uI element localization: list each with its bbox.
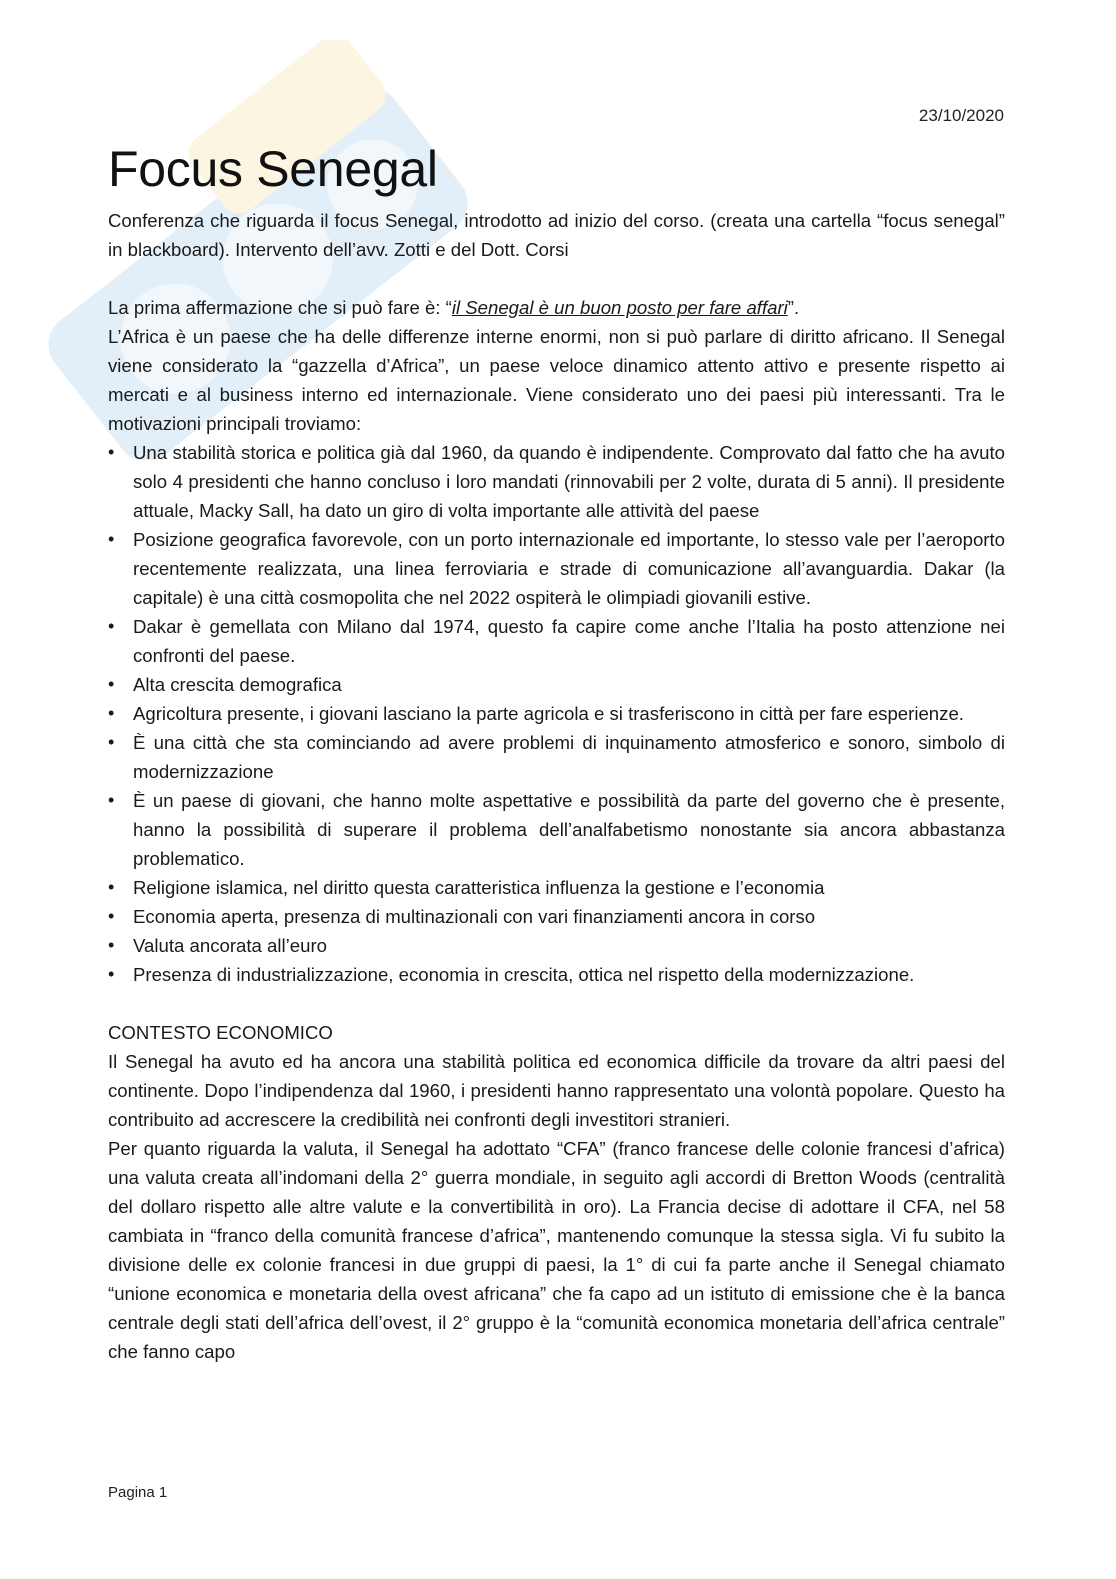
bullet-icon: •: [108, 732, 115, 752]
africa-paragraph: L’Africa è un paese che ha delle differenze interne enormi, non si può parlare di diritto africano. Il Senegal viene considerato la “gazzella d’Africa”, un paese veloce dinamico attento attivo e presente rispetto ai mercati e al business interno ed internazionale. Viene considerato uno dei paesi più interessanti. Tra le motivazioni principali troviamo:: [108, 326, 1005, 434]
section-heading: CONTESTO ECONOMICO: [108, 1022, 333, 1043]
intro-paragraph: Conferenza che riguarda il focus Senegal, introdotto ad inizio del corso. (creata una cartella “focus senegal” in blackboard). Intervento dell’avv. Zotti e del Dott. Corsi: [108, 210, 1005, 260]
bullet-icon: •: [108, 935, 115, 955]
list-item: • Posizione geografica favorevole, con un porto internazionale ed importante, lo stesso vale per l’aeroporto recentemente realizzata, una linea ferroviaria e strade di comunicazione all’avanguardia. Dakar (la capitale) è una città cosmopolita che nel 2022 ospiterà le olimpiadi giovanili estive.: [108, 525, 1005, 612]
page-number: Pagina 1: [108, 1484, 168, 1501]
bullet-icon: •: [108, 790, 115, 810]
bullet-icon: •: [108, 964, 115, 984]
list-item: • Religione islamica, nel diritto questa caratteristica influenza la gestione e l’economia: [108, 873, 1005, 902]
statement-paragraph: [108, 293, 1005, 322]
bullet-icon: •: [108, 442, 115, 462]
list-item: • Economia aperta, presenza di multinazionali con vari finanziamenti ancora in corso: [108, 902, 1005, 931]
economic-paragraph-1: Il Senegal ha avuto ed ha ancora una stabilità politica ed economica difficile da trovare da altri paesi del continente. Dopo l’indipendenza dal 1960, i presidenti hanno rappresentato una volontà popolare. Questo ha contribuito ad accrescere la credibilità nei confronti degli investitori stranieri.: [108, 1051, 1005, 1130]
statement-prefix: La prima affermazione che si può fare è: “: [108, 297, 452, 318]
bullet-icon: •: [108, 529, 115, 549]
bullet-icon: •: [108, 703, 115, 723]
bullet-icon: •: [108, 674, 115, 694]
document-date: 23/10/2020: [918, 106, 1004, 125]
list-item: • È una città che sta cominciando ad avere problemi di inquinamento atmosferico e sonoro, simbolo di modernizzazione: [108, 728, 1005, 786]
list-item: • Una stabilità storica e politica già dal 1960, da quando è indipendente. Comprovato dal fatto che ha avuto solo 4 presidenti che hanno concluso i loro mandati (rinnovabili per 2 volte, durata di 5 anni). Il presidente attuale, Macky Sall, ha dato un giro di volta importante alle attività del paese: [108, 438, 1005, 525]
list-item: • È un paese di giovani, che hanno molte aspettative e possibilità da parte del governo che è presente, hanno la possibilità di superare il problema dell’analfabetismo nonostante sia ancora abbastanza problematico.: [108, 786, 1005, 873]
bullet-icon: •: [108, 906, 115, 926]
document-body: [108, 138, 1005, 1366]
list-item: • Dakar è gemellata con Milano dal 1974, questo fa capire come anche l’Italia ha posto attenzione nei confronti del paese.: [108, 612, 1005, 670]
bullet-icon: •: [108, 877, 115, 897]
bullet-icon: •: [108, 616, 115, 636]
statement-quote: il Senegal è un buon posto per fare affari: [451, 297, 788, 318]
statement-suffix: ”.: [787, 297, 800, 318]
list-item: • Presenza di industrializzazione, economia in crescita, ottica nel rispetto della modernizzazione.: [108, 960, 1005, 989]
document-title: Focus Senegal: [108, 141, 438, 197]
list-item: • Agricoltura presente, i giovani lasciano la parte agricola e si trasferiscono in città per fare esperienze.: [108, 699, 1005, 728]
list-item: • Alta crescita demografica: [108, 670, 1005, 699]
motivations-list: [108, 438, 1005, 989]
list-item: • Valuta ancorata all’euro: [108, 931, 1005, 960]
economic-paragraph-2: Per quanto riguarda la valuta, il Senegal ha adottato “CFA” (franco francese delle colonie francesi d’africa) una valuta creata all’indomani della 2° guerra mondiale, in seguito agli accordi di Bretton Woods (centralità del dollaro rispetto alle altre valute e la convertibilità in oro). La Francia decise di adottare il CFA, nel 58 cambiata in “franco della comunità francese d’africa”, mantenendo comunque la stessa sigla. Vi fu subito la divisione delle ex colonie francesi in due gruppi di paesi, la 1° di cui fa parte anche il Senegal chiamato “unione economica e monetaria della ovest africana” che fa capo ad un istituto di emissione che è la banca centrale degli stati dell’africa dell’ovest, il 2° gruppo è la “comunità economica monetaria dell’africa centrale” che fanno capo: [108, 1138, 1005, 1362]
